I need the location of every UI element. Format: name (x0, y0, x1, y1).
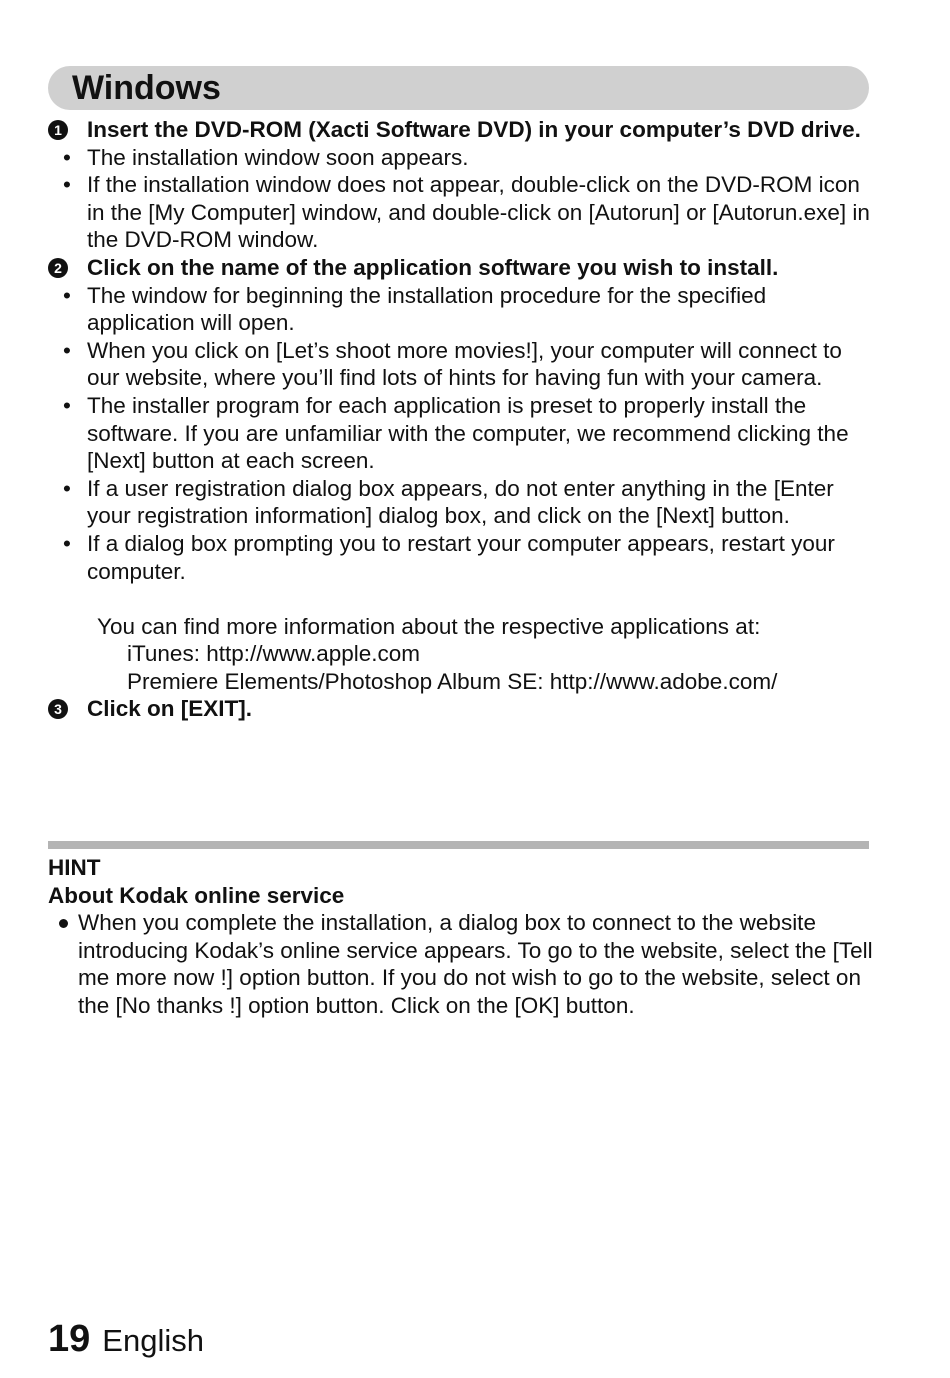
step-1 (48, 116, 874, 144)
hint-title: HINT (48, 855, 101, 880)
bullet-icon: • (63, 282, 71, 308)
step-3-text: Click on [EXIT]. (87, 696, 253, 722)
bullet-icon: • (63, 392, 71, 418)
step-2 (48, 254, 874, 282)
hint-subtitle: About Kodak online service (48, 882, 345, 908)
list-item (63, 144, 874, 172)
itunes-link-text: iTunes: http://www.apple.com (127, 641, 421, 667)
more-info-intro: You can find more information about the respective applications at: (97, 613, 761, 639)
bullet-icon: • (63, 530, 71, 556)
hint-divider (48, 841, 869, 849)
bullet-text: The installer program for each application is preset to properly install the software. If you are unfamiliar with the computer, we recommend clicking the [Next] button at each screen. (87, 392, 849, 474)
instructions (48, 116, 874, 723)
step-number-icon: 3 (48, 699, 68, 719)
hint-body (48, 909, 874, 1019)
step-1-bullets (48, 144, 874, 254)
bullet-text: When you click on [Let’s shoot more movies!], your computer will connect to our website, where you’ll find lots of hints for having fun with your camera. (87, 337, 842, 391)
page-language: English (102, 1323, 204, 1358)
bullet-text: If a user registration dialog box appears, do not enter anything in the [Enter your registration information] dialog box, and click on the [Next] button. (87, 475, 834, 529)
hint-body-text: When you complete the installation, a dialog box to connect to the website introducing Kodak’s online service appears. To go to the website, select the [Tell me more now !] option button. If you do not wish to go to the website, select on the [No thanks !] option button. Click on the [OK] button. (78, 910, 873, 1018)
bullet-icon: • (63, 337, 71, 363)
bullet-icon: • (63, 144, 71, 170)
bullet-icon: • (63, 172, 71, 198)
more-info (48, 613, 874, 696)
step-2-bullets (48, 282, 874, 586)
list-item (63, 337, 874, 392)
bullet-dot-icon (59, 919, 68, 928)
step-number-icon: 1 (48, 120, 68, 140)
list-item (63, 171, 874, 254)
hint-box (48, 854, 874, 1020)
bullet-text: If a dialog box prompting you to restart your computer appears, restart your computer. (87, 530, 835, 584)
section-header (48, 66, 869, 110)
list-item (63, 282, 874, 337)
bullet-icon: • (63, 475, 71, 501)
section-title: Windows (72, 69, 221, 107)
list-item (63, 475, 874, 530)
bullet-text: If the installation window does not appear, double-click on the DVD-ROM icon in the [My Computer] window, and double-click on [Autorun] or [Autorun.exe] in the DVD-ROM window. (87, 172, 870, 253)
bullet-text: The installation window soon appears. (87, 144, 469, 170)
list-item (63, 530, 874, 585)
adobe-link-text: Premiere Elements/Photoshop Album SE: http://www.adobe.com/ (127, 668, 778, 694)
step-1-text: Insert the DVD-ROM (Xacti Software DVD) in your computer’s DVD drive. (87, 117, 861, 142)
step-3 (48, 695, 874, 723)
page-number: 19 (48, 1318, 91, 1360)
step-2-text: Click on the name of the application software you wish to install. (87, 254, 779, 280)
page-footer (48, 1318, 204, 1362)
step-number-icon: 2 (48, 258, 68, 278)
bullet-text: The window for beginning the installation procedure for the specified application will open. (87, 282, 767, 336)
list-item (63, 392, 874, 475)
